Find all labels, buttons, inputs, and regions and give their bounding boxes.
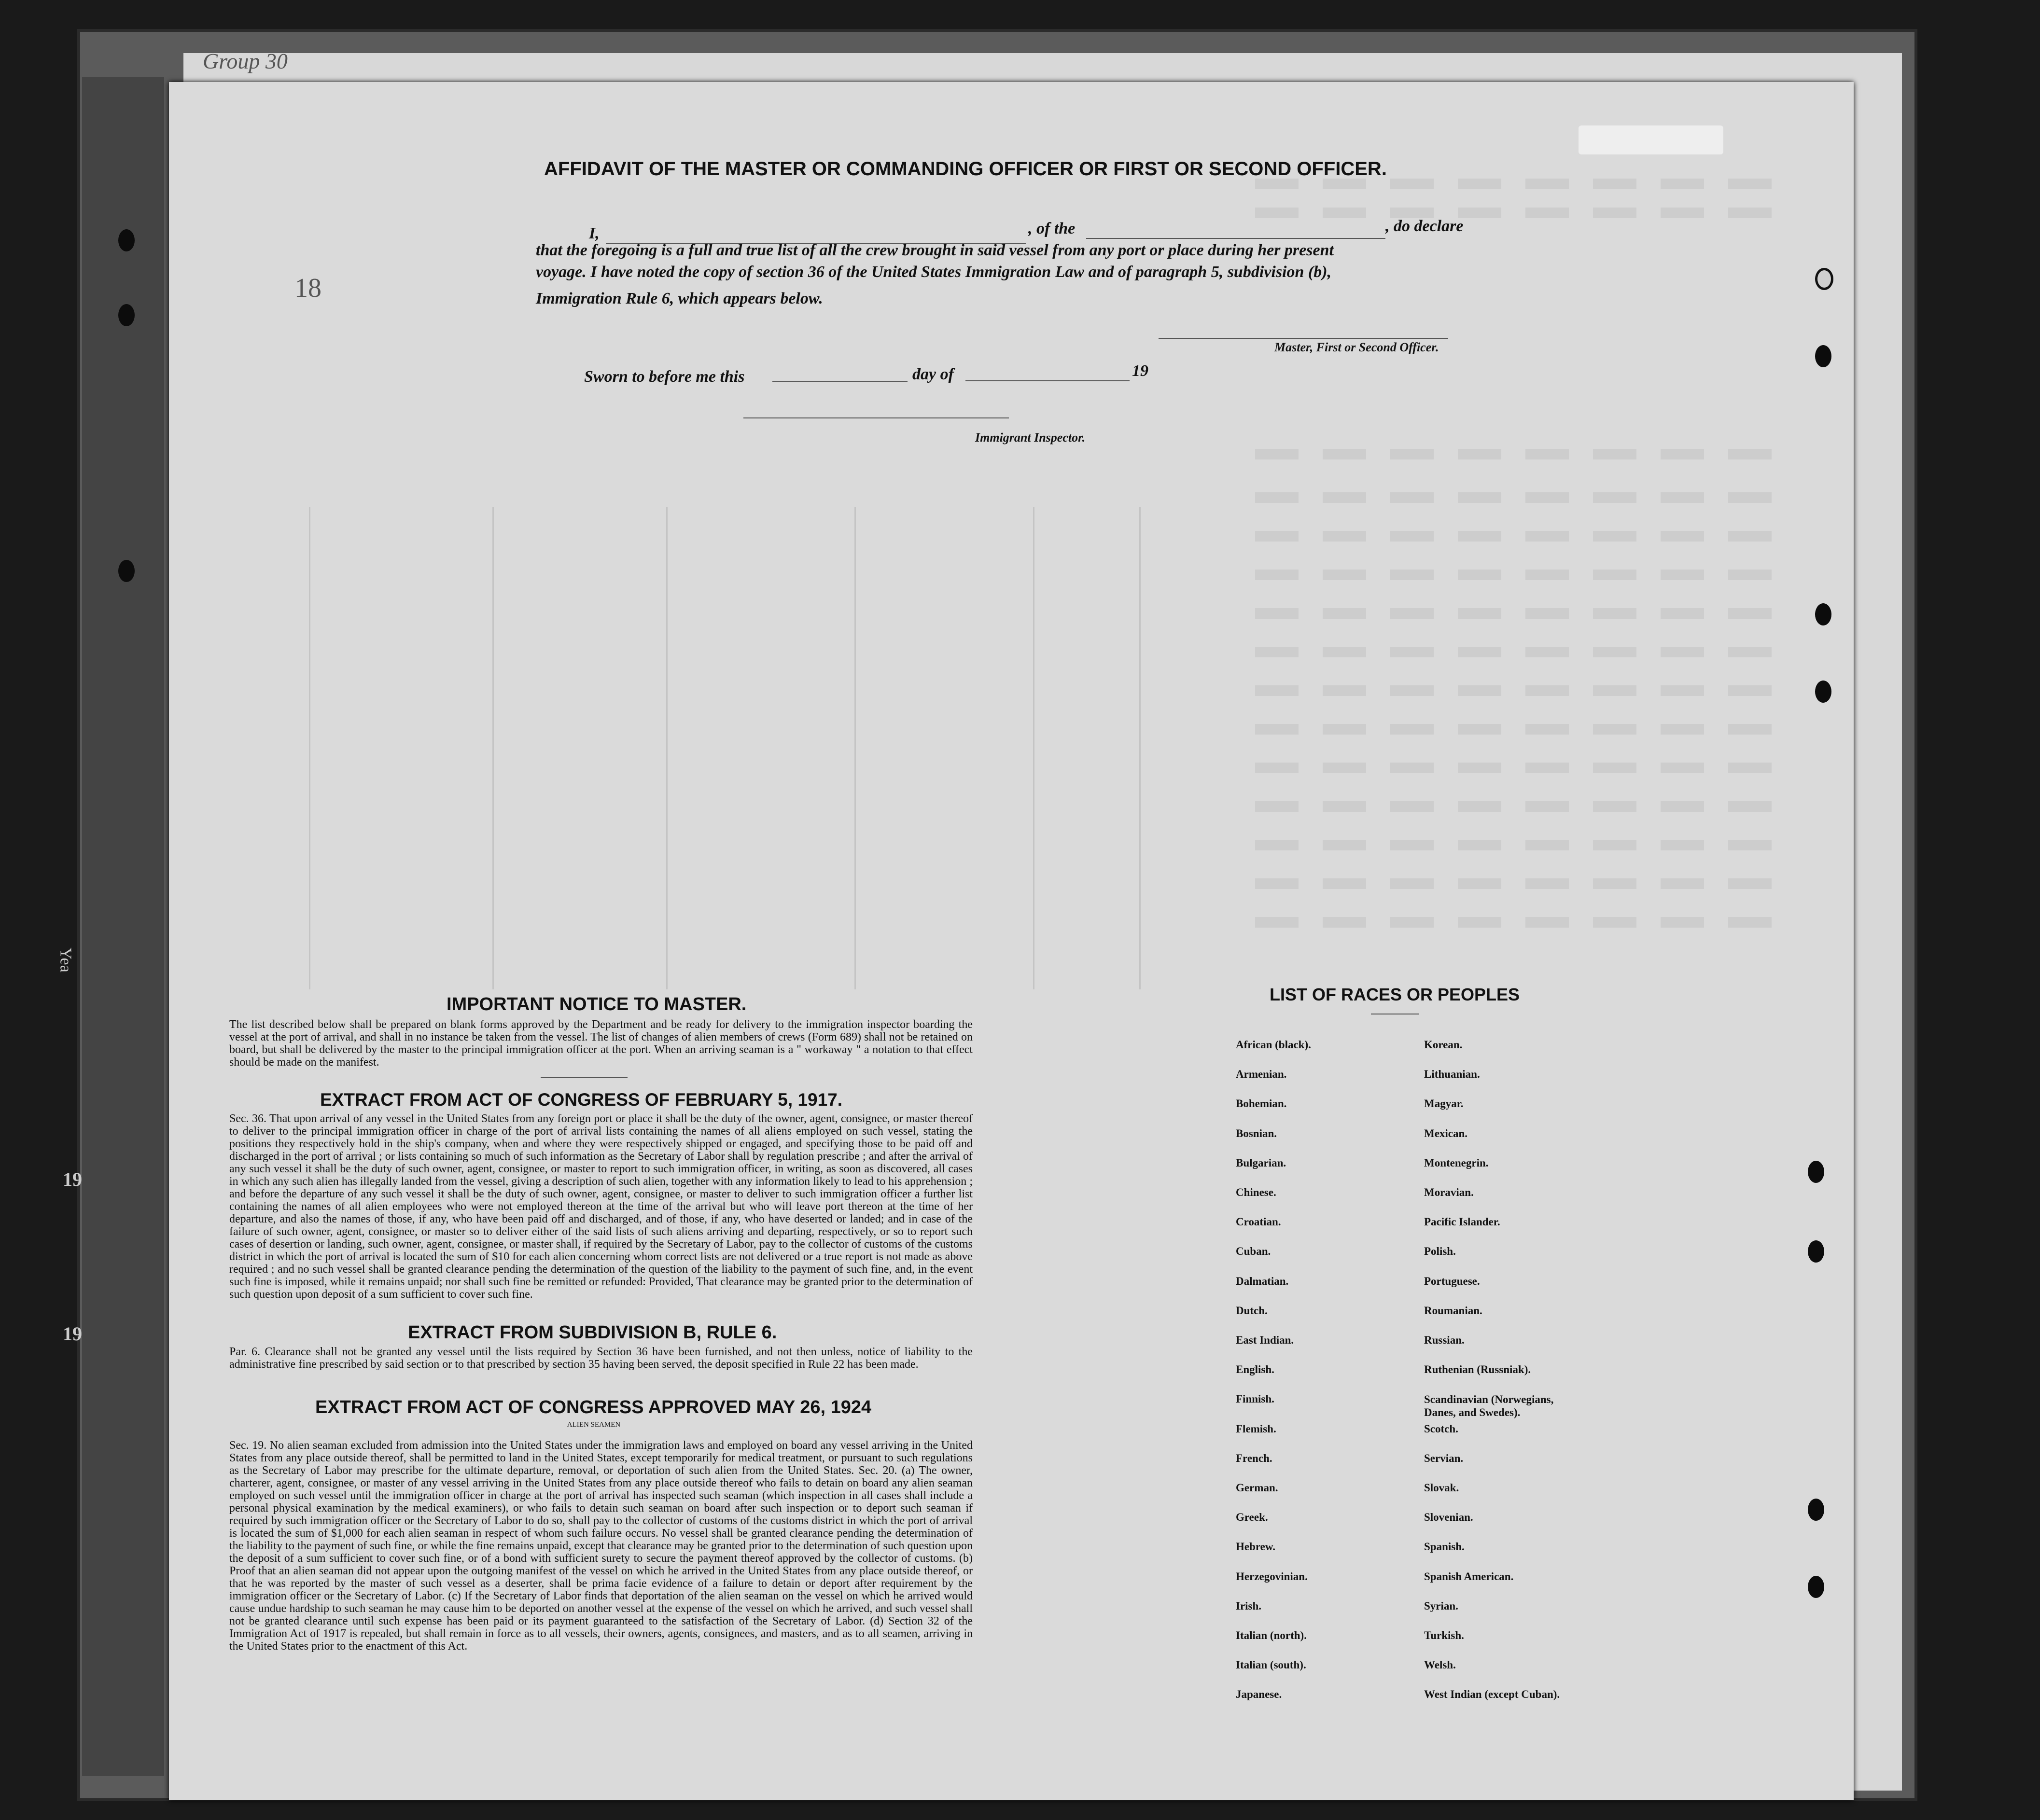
- bleed-through: [1255, 531, 1786, 542]
- extract-1924-body: Sec. 19. No alien seaman excluded from admission into the United States under the immigration laws and employed on board any vessel arriving in the United States from any place outside thereof, shall be permitted to land in the United States, except temporarily for medical treatment, or pursuant to such regulations as the Secretary of Labor may prescribe for the ultimate departure, removal, or deportation of such alien from the United States. Sec. 20. (a) The owner, charterer, agent, consignee, or master of any vessel arriving in the United States from any place outside thereof who fails to detain on board any alien seaman employed on such vessel until the immigration officer in charge at the port of arrival has inspected such seaman (which inspection in all cases shall include a personal physical examination by the medical examiners), or who fails to detain such seaman on board after such inspection or to deport such seaman if required by such immigration officer or the Secretary of Labor to do so, shall pay to the collector of customs of the customs district in which the port of arrival is located the sum of $1,000 for each alien seaman in respect of whom such failure occurs. No vessel shall be granted clearance pending the determination of the liability to the payment of such fine, or while the fine remains unpaid, except that clearance may be granted prior to the determination of such question upon the deposit of a sum sufficient to cover such fine, or of a bond with sufficient surety to secure the payment thereof approved by the collector of customs. (b) Proof that an alien seaman did not appear upon the outgoing manifest of the vessel on which he arrived in the United States from any place outside thereof, or that he was reported by the master of such vessel as a deserter, shall be prima facie evidence of a failure to detain or deport after requirement by the immigration officer or the Secretary of Labor. (c) If the Secretary of Labor finds that deportation of the alien seaman on the vessel on which he arrived would cause undue hardship to such seaman he may cause him to be deported on another vessel at the expense of the vessel on which he arrived, and such vessel shall not be granted clearance until such expense has been paid or its payment guaranteed to the satisfaction of the Secretary of Labor. (d) Section 32 of the Immigration Act of 1917 is repealed, but shall remain in force as to all vessels, their owners, agents, consignees, and masters, and as to all seamen, arriving in the United States prior to the enactment of this Act.: [229, 1439, 973, 1653]
- race-item: Hebrew.: [1236, 1541, 1275, 1553]
- divider: [541, 1077, 628, 1078]
- bleed-through: [1255, 179, 1786, 189]
- faint-column-rule: [492, 507, 494, 989]
- vessel-blank: [1086, 238, 1385, 239]
- bleed-through: [1255, 801, 1786, 812]
- race-item: Magyar.: [1424, 1098, 1464, 1110]
- affidavit-i: I,: [589, 224, 600, 242]
- binding-hole: [1815, 603, 1831, 625]
- faint-column-rule: [1139, 507, 1141, 989]
- race-item: Montenegrin.: [1424, 1156, 1489, 1169]
- race-item: Croatian.: [1236, 1216, 1281, 1228]
- race-item: Dutch.: [1236, 1304, 1268, 1317]
- race-item: Scotch.: [1424, 1422, 1458, 1435]
- extract-1924-title: EXTRACT FROM ACT OF CONGRESS APPROVED MAY 26, 1924: [315, 1397, 872, 1417]
- race-item: Spanish American.: [1424, 1570, 1514, 1583]
- race-item: Cuban.: [1236, 1245, 1271, 1258]
- notice-body: The list described below shall be prepared on blank forms approved by the Department and be ready for delivery to the immigration inspector boarding the vessel at the port of arrival, and shall in no instance be taken from the vessel. The list of changes of alien members of crews (Form 689) shall not be retained on board, but shall be delivered by the master to the principal immigration officer at the port. When an arriving seaman is a " workaway " a notation to that effect should be made on the manifest.: [229, 1018, 973, 1069]
- inspector-line: [743, 417, 1009, 418]
- subdivision-body: Par. 6. Clearance shall not be granted any vessel until the lists required by Section 36 have been furnished, and not then unless, notice of liability to the administrative fine prescribed by said section or to that prescribed by section 35 having been served, the deposit specified in Rule 22 has been made.: [229, 1346, 973, 1371]
- race-item: Flemish.: [1236, 1422, 1276, 1435]
- bleed-through: [1255, 208, 1786, 218]
- race-item: Pacific Islander.: [1424, 1216, 1500, 1228]
- race-item: East Indian.: [1236, 1334, 1294, 1346]
- affidavit-title: AFFIDAVIT OF THE MASTER OR COMMANDING OFFICER OR FIRST OR SECOND OFFICER.: [544, 158, 1387, 180]
- inspector-label: Immigrant Inspector.: [975, 431, 1086, 445]
- extract-1917-body: Sec. 36. That upon arrival of any vessel in the United States from any foreign port or place it shall be the duty of the owner, agent, consignee, or master thereof to deliver to the principal immigration officer in charge of the port of arrival lists containing the names of all aliens employed on such vessel, stating the positions they respectively hold in the ship's company, when and where they were respectively shipped or engaged, and specifying those to be paid off and discharged in the port of arrival ; or lists containing so much of such information as the Secretary of Labor shall by regulation prescribe ; and after the arrival of any such vessel it shall be the duty of such owner, agent, consignee, or master to report to such immigration officer, in writing, as soon as discovered, all cases in which any such alien has illegally landed from the vessel, giving a description of such alien, together with any information likely to lead to his apprehension ; and before the departure of any such vessel it shall be the duty of such owner, agent, consignee, or master to deliver to such immigration officer a further list containing the names of all alien employees who were not employed thereon at the time of the arrival but who will leave port thereon at the time of her departure, and also the names of those, if any, who have been paid off and discharged, and of those, if any, who have deserted or landed; and in case of the failure of such owner, agent, consignee, or master so to deliver either of the said lists of such aliens arriving and departing, respectively, or so to report such cases of desertion or landing, such owner, agent, consignee, or master shall, if required by the Secretary of Labor, pay to the collector of customs of the customs district in which the port of arrival is located the sum of $10 for each alien concerning whom correct lists are not delivered or a true report is not made as above required ; and no such vessel shall be granted clearance pending the determination of the question of the liability to the payment of such fine, and, in the event such fine is imposed, while it remains unpaid; nor shall such fine be remitted or refunded: Provided, That clearance may be granted prior to the determination of such question upon deposit of a sum sufficient to cover such fine.: [229, 1112, 973, 1301]
- affidavit-of-the: , of the: [1028, 220, 1076, 237]
- race-item: Servian.: [1424, 1452, 1464, 1464]
- month-blank: [965, 380, 1130, 381]
- affidavit-line3: voyage. I have noted the copy of section 36 of the United States Immigration Law and of paragraph 5, subdivision (b),: [536, 263, 1332, 281]
- extract-1917-title: EXTRACT FROM ACT OF CONGRESS OF FEBRUARY 5, 1917.: [320, 1090, 843, 1110]
- race-item: Turkish.: [1424, 1629, 1464, 1641]
- binding-hole: [1815, 268, 1833, 290]
- races-title: LIST OF RACES OR PEOPLES: [1270, 985, 1520, 1004]
- race-item: Irish.: [1236, 1599, 1262, 1612]
- race-item: Japanese.: [1236, 1688, 1282, 1701]
- race-item: Herzegovinian.: [1236, 1570, 1308, 1583]
- side-year: Yea: [56, 947, 75, 973]
- extract-1924-subtitle: ALIEN SEAMEN: [567, 1421, 621, 1429]
- binding-hole: [118, 560, 135, 582]
- race-item: Slovenian.: [1424, 1511, 1473, 1524]
- bleed-through: [1255, 492, 1786, 503]
- side-number: 19: [63, 1168, 82, 1190]
- binding-hole: [118, 229, 135, 251]
- bleed-through: [1255, 449, 1786, 459]
- faint-column-rule: [309, 507, 310, 989]
- bleed-through: [1255, 840, 1786, 850]
- sworn-text: Sworn to before me this: [584, 368, 745, 386]
- race-item: Korean.: [1424, 1039, 1463, 1051]
- subdivision-title: EXTRACT FROM SUBDIVISION B, RULE 6.: [408, 1322, 777, 1343]
- bleed-through: [1255, 647, 1786, 657]
- race-item: Italian (north).: [1236, 1629, 1307, 1641]
- race-item: Scandinavian (Norwegians, Danes, and Swedes).: [1424, 1393, 1554, 1419]
- race-item: Mexican.: [1424, 1127, 1468, 1139]
- signature-line: [1159, 338, 1448, 339]
- year-prefix: 19: [1132, 362, 1148, 380]
- race-item: Slovak.: [1424, 1482, 1459, 1494]
- race-item: Roumanian.: [1424, 1304, 1482, 1317]
- race-item: Syrian.: [1424, 1599, 1458, 1612]
- binding-hole: [1815, 345, 1831, 367]
- race-item: Russian.: [1424, 1334, 1465, 1346]
- side-number: 19: [63, 1323, 82, 1345]
- race-item: French.: [1236, 1452, 1272, 1464]
- race-item: German.: [1236, 1482, 1278, 1494]
- binding-hole: [1808, 1161, 1824, 1183]
- bleed-through: [1255, 917, 1786, 928]
- race-item: Finnish.: [1236, 1393, 1274, 1405]
- binding-hole: [1808, 1499, 1824, 1521]
- race-item: Polish.: [1424, 1245, 1456, 1258]
- margin-number: 18: [294, 273, 321, 303]
- bleed-through: [1255, 724, 1786, 735]
- race-item: Ruthenian (Russniak).: [1424, 1363, 1531, 1376]
- affidavit-declare: , do declare: [1385, 217, 1464, 235]
- day-of: day of: [912, 365, 954, 383]
- race-item: Italian (south).: [1236, 1659, 1306, 1671]
- binding-hole: [1815, 681, 1831, 703]
- binding-hole: [118, 304, 135, 326]
- group-scribble: Group 30: [203, 49, 288, 73]
- affidavit-line2: that the foregoing is a full and true list of all the crew brought in said vessel from any port or place during her present: [536, 241, 1334, 259]
- race-item: Welsh.: [1424, 1659, 1456, 1671]
- bleed-through: [1255, 608, 1786, 619]
- binding-strip: [82, 77, 164, 1776]
- faint-column-rule: [666, 507, 668, 989]
- affidavit-line4: Immigration Rule 6, which appears below.: [536, 290, 823, 307]
- torn-label: [1579, 125, 1723, 154]
- faint-column-rule: [1033, 507, 1034, 989]
- race-item: Moravian.: [1424, 1186, 1474, 1198]
- race-item: Spanish.: [1424, 1541, 1465, 1553]
- race-item: Portuguese.: [1424, 1275, 1480, 1287]
- bleed-through: [1255, 878, 1786, 889]
- race-item: West Indian (except Cuban).: [1424, 1688, 1560, 1701]
- race-item: English.: [1236, 1363, 1274, 1376]
- race-item: Greek.: [1236, 1511, 1268, 1524]
- race-item: Bohemian.: [1236, 1098, 1287, 1110]
- notice-title: IMPORTANT NOTICE TO MASTER.: [447, 994, 747, 1014]
- race-item: Lithuanian.: [1424, 1068, 1480, 1081]
- race-item: Armenian.: [1236, 1068, 1287, 1081]
- binding-hole: [1808, 1240, 1824, 1263]
- race-item: Bosnian.: [1236, 1127, 1277, 1139]
- signature-label: Master, First or Second Officer.: [1274, 340, 1439, 354]
- race-item: Dalmatian.: [1236, 1275, 1289, 1287]
- race-item: Bulgarian.: [1236, 1156, 1286, 1169]
- binding-hole: [1808, 1576, 1824, 1598]
- race-item: African (black).: [1236, 1039, 1311, 1051]
- faint-column-rule: [854, 507, 856, 989]
- day-blank: [772, 381, 908, 382]
- bleed-through: [1255, 763, 1786, 773]
- bleed-through: [1255, 570, 1786, 580]
- race-item: Chinese.: [1236, 1186, 1276, 1198]
- bleed-through: [1255, 685, 1786, 696]
